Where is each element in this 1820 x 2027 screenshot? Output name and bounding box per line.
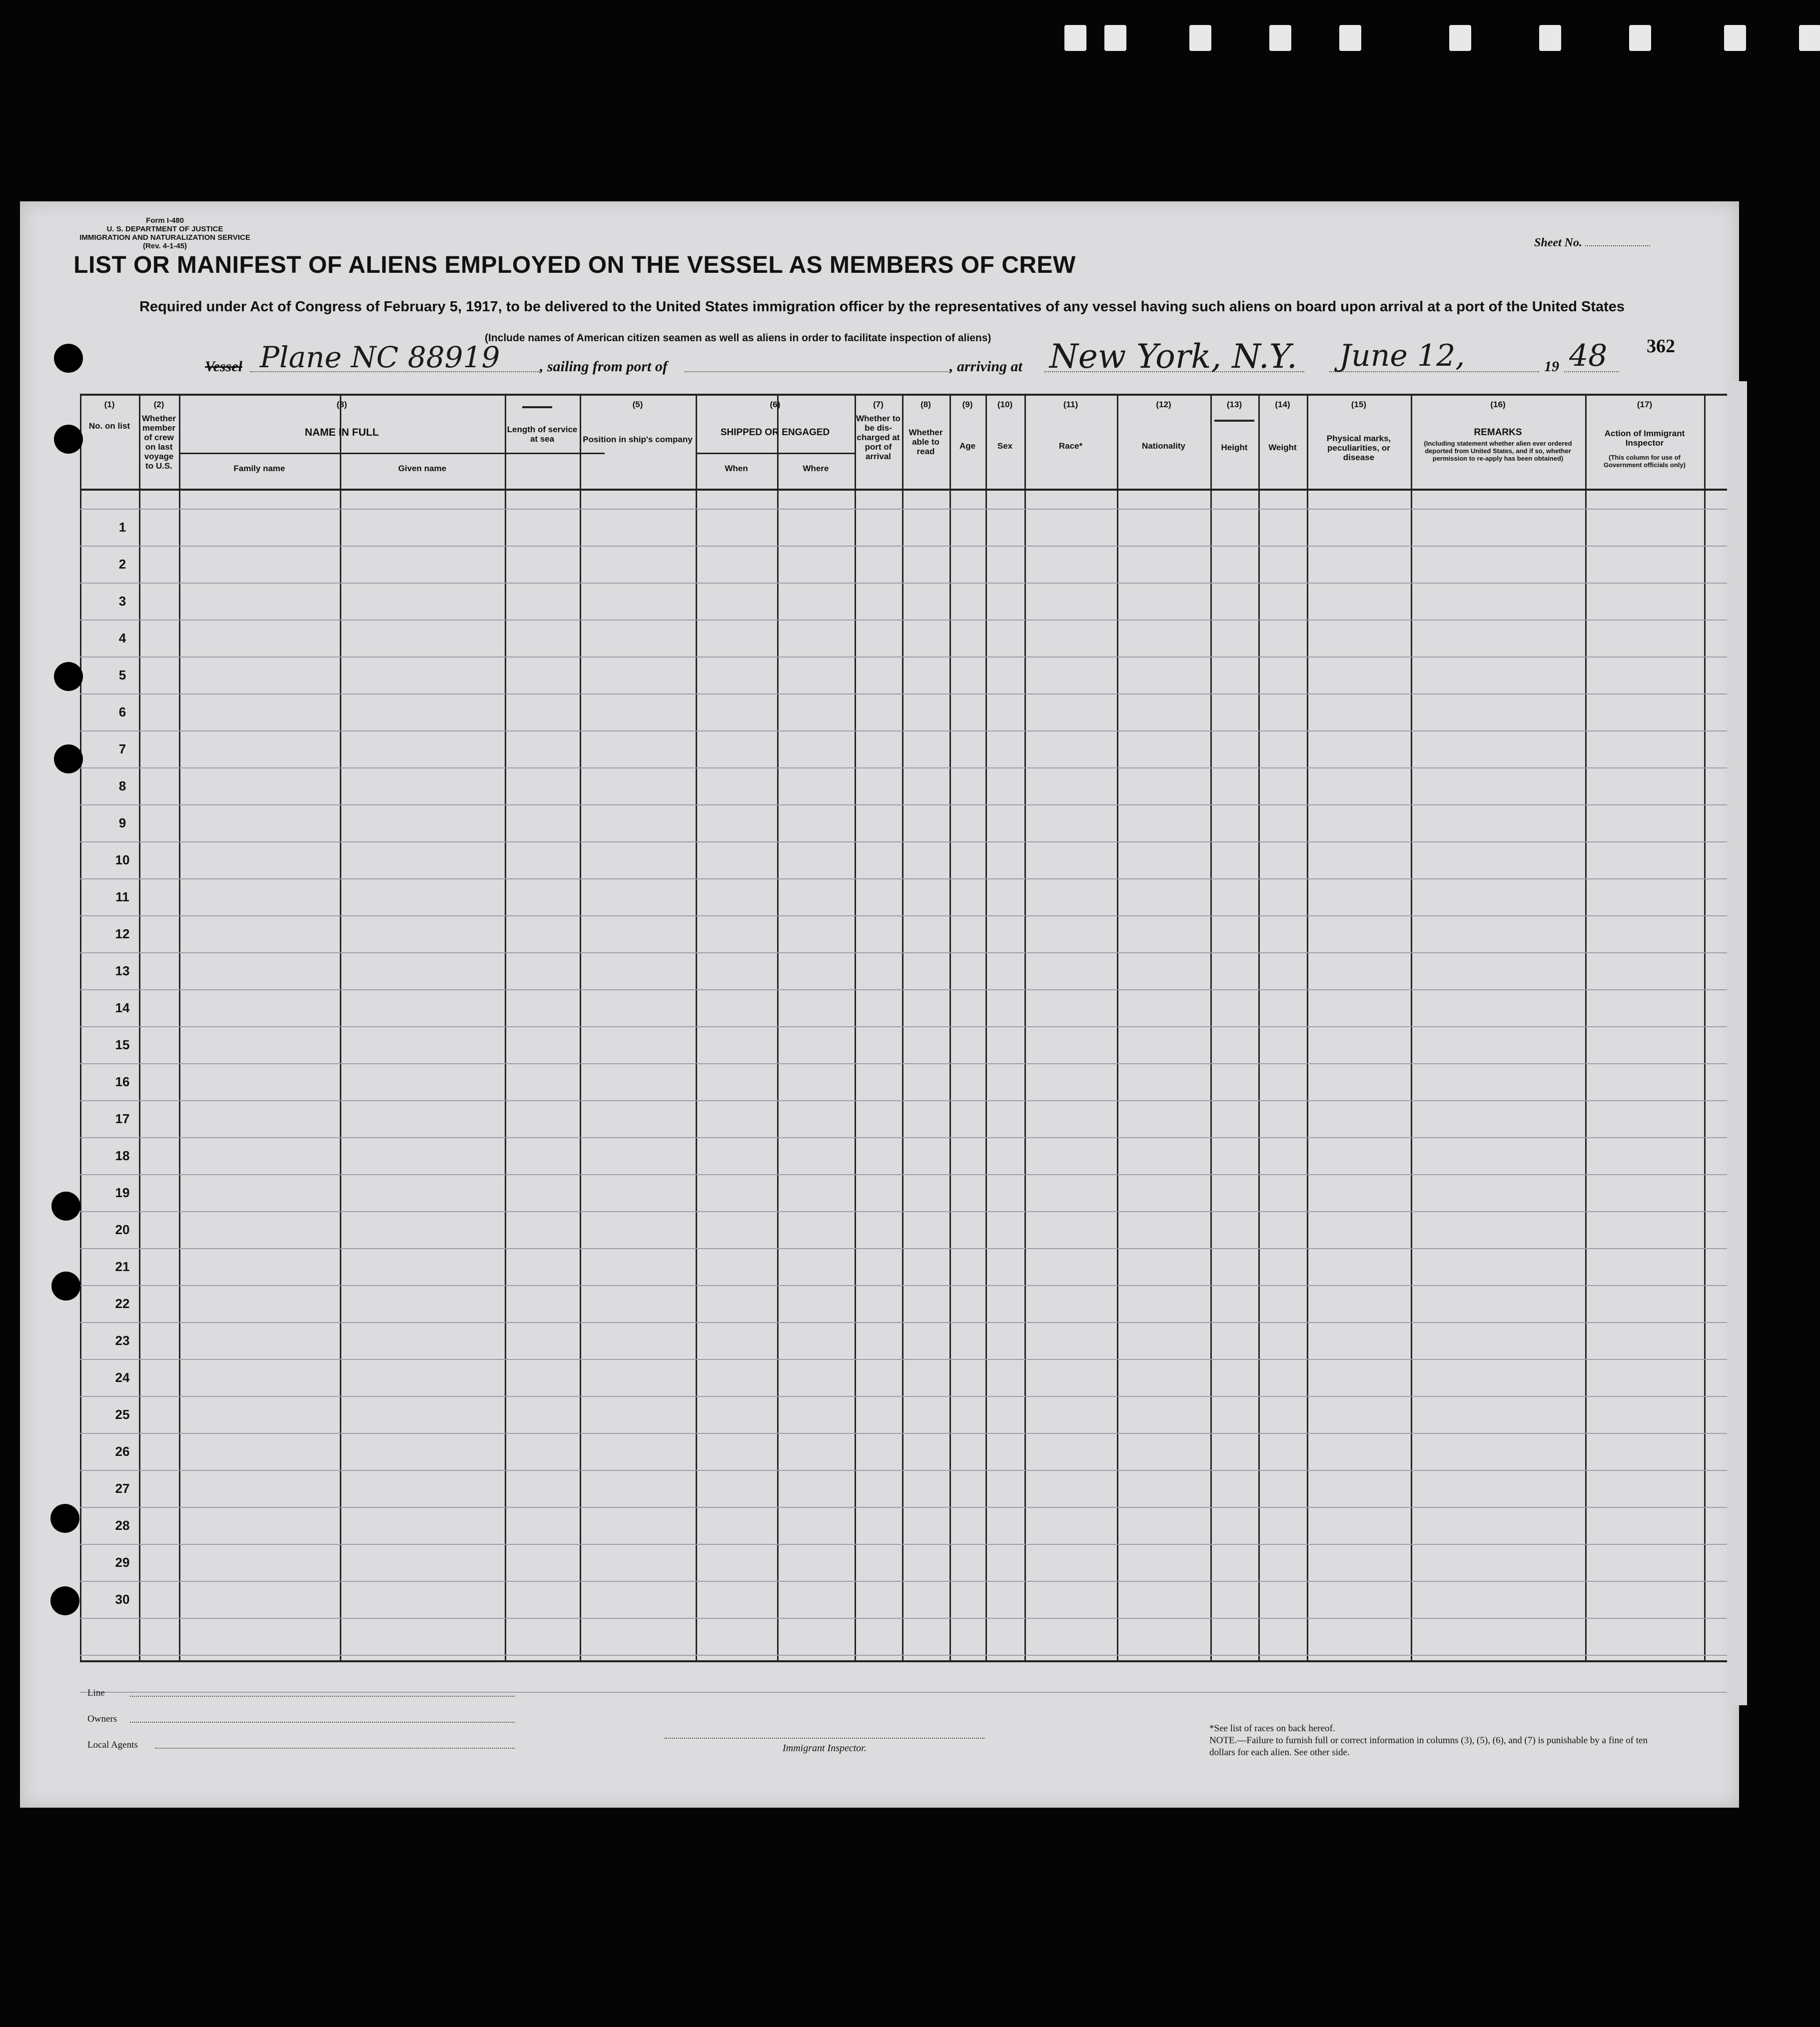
- col-1-number: (1): [104, 400, 115, 409]
- row-number: 24: [115, 1370, 130, 1385]
- row-guide-line: [80, 1248, 1729, 1249]
- row-number: 29: [115, 1555, 130, 1570]
- document-subtitle: Required under Act of Congress of February 5, 1917, to be delivered to the United States immigration officer by the representatives of any vessel having such aliens on board upon arrival at a port of the United States: [139, 299, 1625, 315]
- row-number: 20: [115, 1222, 130, 1237]
- document-title: LIST OR MANIFEST OF ALIENS EMPLOYED ON THE VESSEL AS MEMBERS OF CREW: [73, 252, 1076, 278]
- col-5-number: (5): [632, 400, 643, 409]
- given-name-header: Given name: [398, 464, 447, 473]
- binder-hole: [54, 744, 83, 773]
- col-16-number: (16): [1490, 400, 1506, 409]
- col-17-header: Action of Immigrant Inspector: [1604, 429, 1685, 448]
- row-guide-line: [80, 1581, 1729, 1582]
- row-guide-line: [80, 1285, 1729, 1286]
- row-number: 6: [118, 704, 126, 719]
- row-number: 8: [118, 778, 126, 793]
- row-number: 23: [115, 1333, 130, 1348]
- service-name: IMMIGRATION AND NATURALIZATION SERVICE: [79, 233, 250, 242]
- row-number: 30: [115, 1592, 130, 1607]
- vessel-label: Vessel: [205, 358, 242, 375]
- row-guide-line: [80, 1063, 1729, 1064]
- include-note: (Include names of American citizen seamen as well as aliens in order to facilitate inspection of aliens): [485, 332, 991, 344]
- row-guide-line: [80, 546, 1729, 547]
- binder-hole: [54, 425, 83, 454]
- row-guide-line: [80, 1211, 1729, 1212]
- binder-hole: [54, 344, 83, 373]
- sailing-from-label: , sailing from port of: [540, 358, 668, 375]
- row-guide-line: [80, 620, 1729, 621]
- col-14-number: (14): [1275, 400, 1290, 409]
- row-guide-line: [80, 804, 1729, 805]
- footnotes: [1209, 1723, 1669, 1759]
- owners-label: Owners: [87, 1714, 117, 1724]
- arrival-date-value: June 12,: [1339, 338, 1465, 373]
- row-guide-line: [80, 767, 1729, 768]
- revision-date: (Rev. 4-1-45): [142, 242, 187, 250]
- col-15-header: Physical marks, peculiarities, or disease: [1326, 434, 1391, 462]
- row-guide-line: [80, 693, 1729, 694]
- col-12-header: Nationality: [1142, 441, 1185, 451]
- owners-field[interactable]: [87, 1714, 138, 1740]
- col-10-header: Sex: [997, 441, 1013, 451]
- row-number: 14: [115, 1000, 130, 1015]
- binder-hole: [50, 1504, 79, 1533]
- row-guide-line: [80, 1544, 1729, 1545]
- row-guide-line: [80, 989, 1729, 990]
- row-number: 28: [115, 1518, 130, 1533]
- row-guide-line: [80, 1470, 1729, 1471]
- sheet-number-field: [1534, 236, 1650, 250]
- row-guide-line: [80, 657, 1729, 658]
- row-guide-line: [80, 1322, 1729, 1323]
- local-agents-field[interactable]: [87, 1740, 138, 1766]
- when-header: When: [725, 464, 748, 473]
- col-16-header: REMARKS: [1474, 427, 1522, 438]
- arriving-port-value: New York, N.Y.: [1049, 337, 1297, 376]
- row-number: 18: [115, 1148, 130, 1163]
- row-guide-line: [80, 878, 1729, 879]
- row-guide-line: [80, 915, 1729, 916]
- page-number: 362: [1647, 336, 1675, 357]
- line-label: Line: [87, 1688, 105, 1698]
- immigrant-inspector-signature: Immigrant Inspector.: [665, 1738, 984, 1754]
- row-guide-line: [80, 509, 1729, 510]
- col-13-number: (13): [1226, 400, 1242, 409]
- row-number: 12: [115, 926, 130, 941]
- col-1-header: No. on list: [88, 421, 130, 431]
- col-8-header: Whether able to read: [909, 428, 943, 456]
- binder-hole: [51, 1272, 80, 1301]
- row-guide-line: [80, 1137, 1729, 1138]
- row-guide-line: [80, 1507, 1729, 1508]
- footer-signature-fields: [87, 1688, 138, 1766]
- col-12-number: (12): [1156, 400, 1171, 409]
- row-number: 2: [118, 557, 126, 572]
- col-14-header: Weight: [1268, 443, 1297, 452]
- crew-manifest-table: [80, 394, 1729, 1660]
- where-header: Where: [803, 464, 829, 473]
- col-3-number: (3): [336, 400, 347, 409]
- row-guide-line: [80, 1618, 1729, 1619]
- col-13-header: Height: [1221, 443, 1248, 452]
- family-name-header: Family name: [233, 464, 285, 473]
- row-number: 17: [115, 1111, 130, 1126]
- col-2-number: (2): [153, 400, 164, 409]
- row-guide-line: [80, 1692, 1729, 1693]
- col-6-number: (6): [770, 400, 781, 409]
- col-7-header: Whether to be dis-charged at port of arrival: [856, 414, 901, 461]
- row-number: 10: [115, 852, 130, 867]
- row-guide-line: [80, 1026, 1729, 1027]
- col-10-number: (10): [997, 400, 1013, 409]
- col-8-number: (8): [920, 400, 931, 409]
- manifest-sheet: [20, 201, 1739, 1808]
- row-number: 27: [115, 1481, 130, 1496]
- col-15-number: (15): [1351, 400, 1367, 409]
- form-number: Form I-480: [146, 216, 184, 225]
- row-number: 22: [115, 1296, 130, 1311]
- form-identifier: [60, 216, 270, 250]
- col-6-header: SHIPPED OR ENGAGED: [720, 427, 830, 438]
- row-number: 19: [115, 1185, 130, 1200]
- row-number: 7: [118, 741, 126, 756]
- col-11-header: Race*: [1058, 441, 1083, 451]
- row-number: 9: [118, 815, 126, 830]
- row-number: 21: [115, 1259, 130, 1274]
- col-17-number: (17): [1637, 400, 1653, 409]
- arriving-at-label: , arriving at: [949, 358, 1022, 375]
- row-number: 25: [115, 1407, 130, 1422]
- row-guide-line: [80, 841, 1729, 842]
- row-number: 4: [118, 631, 126, 646]
- row-number: 15: [115, 1037, 130, 1052]
- film-strip-markings: [1059, 20, 1820, 60]
- col-11-number: (11): [1063, 400, 1078, 409]
- row-guide-line: [80, 1433, 1729, 1434]
- arrival-year-value: 48: [1569, 338, 1608, 373]
- binder-hole: [51, 1192, 80, 1221]
- col-3-header: NAME IN FULL: [304, 427, 379, 438]
- row-number: 13: [115, 963, 130, 978]
- row-number: 11: [115, 889, 129, 904]
- binder-hole: [50, 1586, 79, 1615]
- col-2-header: Whether member of crew on last voyage to U.S.: [142, 414, 176, 471]
- remarks-note: (Including statement whether alien ever ordered deported from United States, and if so, whether permission to re-apply has been obtained): [1424, 440, 1572, 462]
- local-agents-label: Local Agents: [87, 1740, 138, 1750]
- row-guide-line: [80, 952, 1729, 953]
- penalty-note: NOTE.—Failure to furnish full or correct information in columns (3), (5), (6), and (7) is punishable by a fine of ten dollars for each alien. See other side.: [1209, 1735, 1648, 1758]
- row-number: 1: [118, 520, 126, 535]
- race-footnote: *See list of races on back hereof.: [1209, 1723, 1335, 1734]
- row-guide-line: [80, 1396, 1729, 1397]
- col-9-number: (9): [962, 400, 973, 409]
- row-number: 3: [118, 594, 126, 609]
- row-number: 26: [115, 1444, 130, 1459]
- row-guide-line: [80, 1359, 1729, 1360]
- col-5-header: Position in ship's company: [583, 435, 693, 444]
- row-guide-line: [80, 1174, 1729, 1175]
- inspector-column-note: (This column for use of Government officials only): [1604, 454, 1686, 469]
- row-guide-line: [80, 730, 1729, 731]
- department-name: U. S. DEPARTMENT OF JUSTICE: [106, 225, 223, 233]
- vessel-name-value: Plane NC 88919: [260, 340, 500, 374]
- row-guide-line: [80, 1655, 1729, 1656]
- line-field[interactable]: [87, 1688, 138, 1714]
- binder-hole: [54, 662, 83, 691]
- col-9-header: Age: [959, 441, 976, 451]
- row-number: 16: [115, 1074, 130, 1089]
- row-guide-line: [80, 1100, 1729, 1101]
- col-7-number: (7): [873, 400, 884, 409]
- row-guide-line: [80, 583, 1729, 584]
- col-4-header: Length of service at sea: [507, 425, 578, 444]
- row-number: 5: [118, 668, 126, 682]
- year-prefix: 19: [1544, 358, 1559, 375]
- sheet-number-label: Sheet No.: [1534, 236, 1582, 249]
